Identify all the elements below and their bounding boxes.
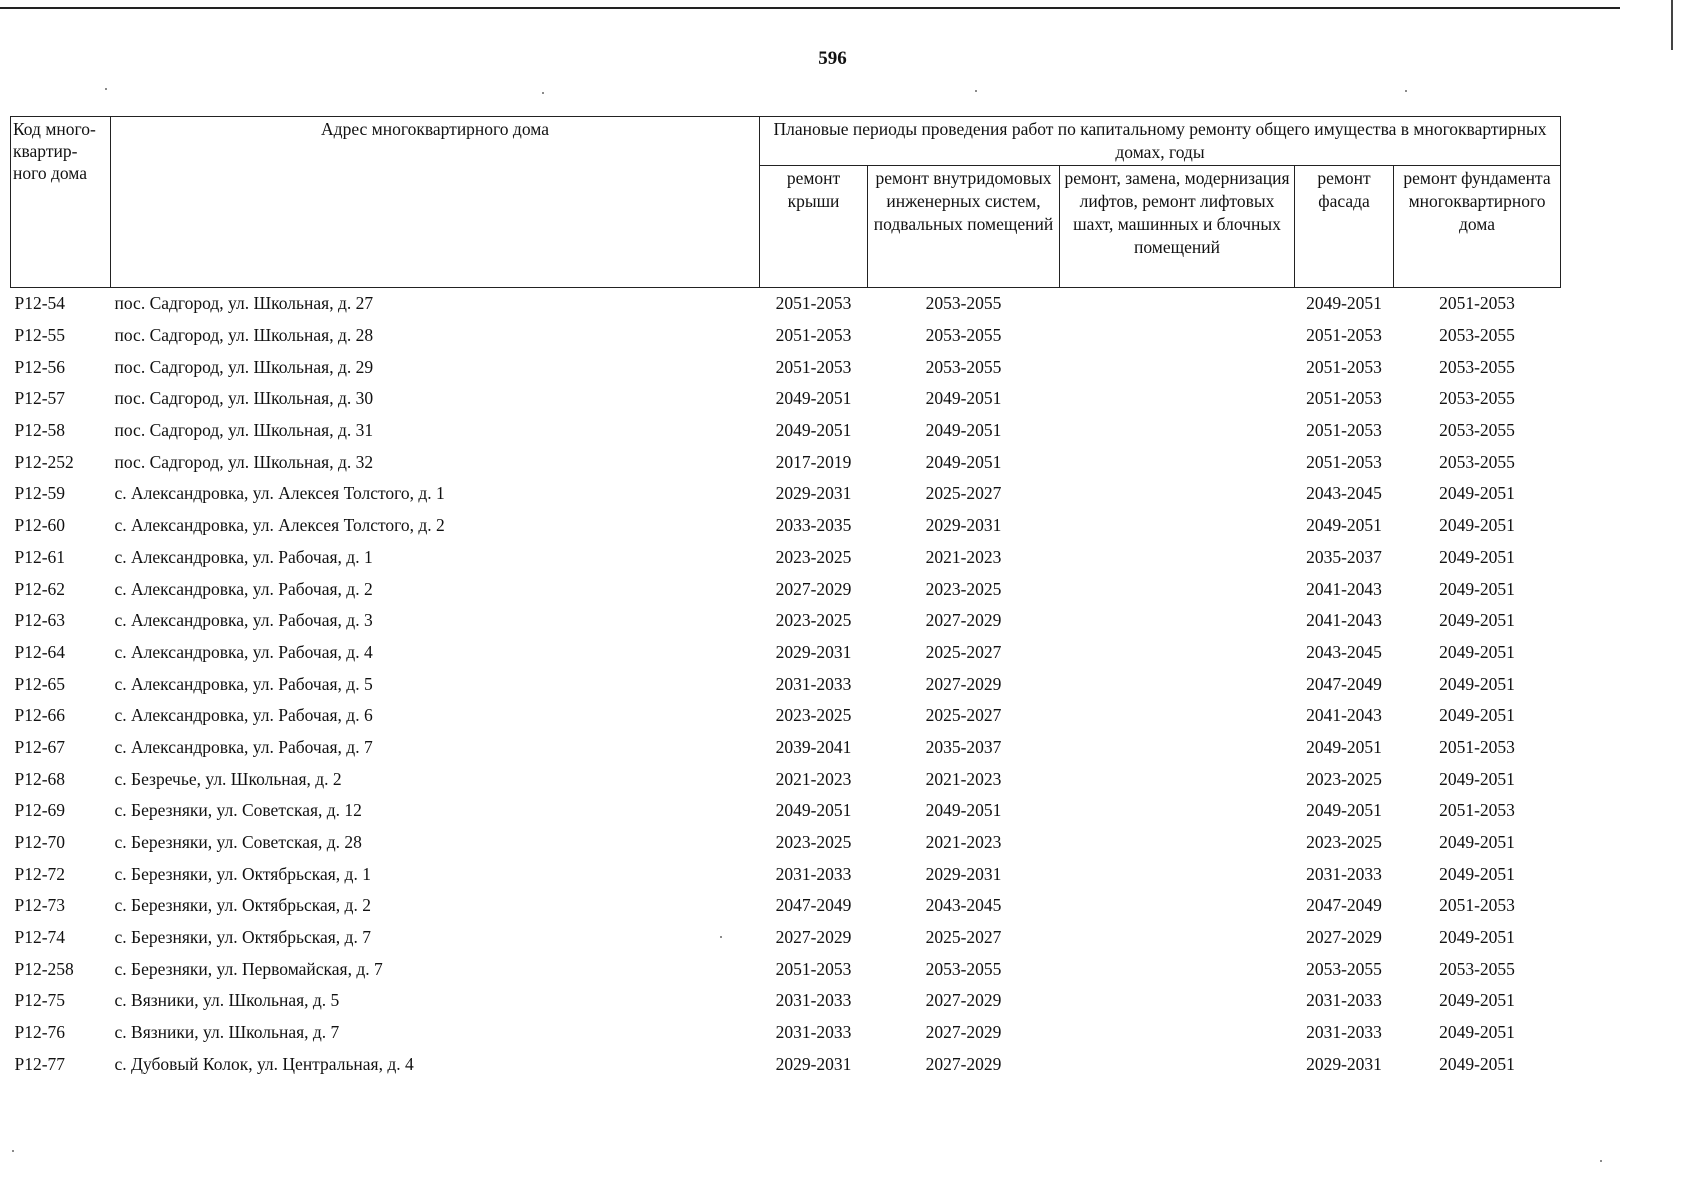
row-roof: 2017-2019 xyxy=(775,451,852,472)
row-code: Р12-67 xyxy=(14,736,66,757)
scan-speck xyxy=(542,92,544,94)
table-row xyxy=(11,890,1561,922)
row-code: Р12-63 xyxy=(14,610,66,631)
row-roof: 2027-2029 xyxy=(775,578,852,599)
table-row xyxy=(11,573,1561,605)
table-row xyxy=(11,732,1561,764)
header-roof: ремонт крыши xyxy=(760,166,868,288)
row-facade: 2041-2043 xyxy=(1306,705,1382,726)
header-foundation: ремонт фундамента многоквартирного дома xyxy=(1394,166,1561,288)
table-row xyxy=(11,953,1561,985)
row-lifts xyxy=(1060,700,1295,732)
table-row xyxy=(11,542,1561,574)
row-systems: 2049-2051 xyxy=(925,420,1002,441)
row-lifts xyxy=(1060,1049,1295,1081)
row-code: Р12-74 xyxy=(14,927,66,948)
row-lifts xyxy=(1060,351,1295,383)
row-facade: 2051-2053 xyxy=(1306,451,1382,472)
table-row xyxy=(11,1017,1561,1049)
table-row xyxy=(11,1049,1561,1081)
row-foundation: 2053-2055 xyxy=(1439,451,1515,472)
row-roof: 2051-2053 xyxy=(775,958,852,979)
row-lifts xyxy=(1060,637,1295,669)
row-systems: 2053-2055 xyxy=(925,356,1002,377)
right-scan-rule xyxy=(1671,0,1673,50)
row-address: с. Александровка, ул. Рабочая, д. 1 xyxy=(114,546,373,567)
row-address: пос. Садгород, ул. Школьная, д. 31 xyxy=(114,420,374,441)
row-foundation: 2049-2051 xyxy=(1439,641,1515,662)
scan-speck xyxy=(12,1150,14,1152)
row-lifts xyxy=(1060,415,1295,447)
table-row xyxy=(11,700,1561,732)
row-address: с. Березняки, ул. Советская, д. 12 xyxy=(114,800,362,821)
row-foundation: 2049-2051 xyxy=(1439,1022,1515,1043)
row-systems: 2027-2029 xyxy=(925,990,1002,1011)
row-roof: 2021-2023 xyxy=(775,768,852,789)
row-address: с. Березняки, ул. Октябрьская, д. 7 xyxy=(114,927,371,948)
row-code: Р12-66 xyxy=(14,705,66,726)
table-row xyxy=(11,478,1561,510)
row-facade: 2051-2053 xyxy=(1306,325,1382,346)
row-systems: 2029-2031 xyxy=(925,863,1002,884)
row-code: Р12-60 xyxy=(14,515,66,536)
row-systems: 2043-2045 xyxy=(925,895,1002,916)
row-lifts xyxy=(1060,1017,1295,1049)
row-roof: 2031-2033 xyxy=(775,1022,852,1043)
row-code: Р12-64 xyxy=(14,641,66,662)
row-foundation: 2049-2051 xyxy=(1439,705,1515,726)
row-code: Р12-69 xyxy=(14,800,66,821)
row-foundation: 2053-2055 xyxy=(1439,388,1515,409)
row-address: с. Березняки, ул. Советская, д. 28 xyxy=(114,832,362,853)
row-facade: 2049-2051 xyxy=(1306,515,1382,536)
row-foundation: 2049-2051 xyxy=(1439,927,1515,948)
row-code: Р12-61 xyxy=(14,546,66,567)
row-foundation: 2049-2051 xyxy=(1439,546,1515,567)
row-address: с. Вязники, ул. Школьная, д. 5 xyxy=(114,990,340,1011)
row-systems: 2053-2055 xyxy=(925,958,1002,979)
row-systems: 2035-2037 xyxy=(925,736,1002,757)
row-lifts xyxy=(1060,953,1295,985)
table-body xyxy=(11,288,1561,1081)
header-address: Адрес многоквартирного дома xyxy=(111,117,760,288)
row-code: Р12-73 xyxy=(14,895,66,916)
row-address: пос. Садгород, ул. Школьная, д. 27 xyxy=(114,293,374,314)
row-systems: 2025-2027 xyxy=(925,641,1002,662)
row-roof: 2039-2041 xyxy=(775,736,852,757)
table-row xyxy=(11,510,1561,542)
table-row xyxy=(11,668,1561,700)
row-roof: 2023-2025 xyxy=(775,705,852,726)
row-address: с. Березняки, ул. Октябрьская, д. 2 xyxy=(114,895,371,916)
row-systems: 2025-2027 xyxy=(925,705,1002,726)
scan-speck xyxy=(1600,1160,1602,1162)
row-address: с. Александровка, ул. Рабочая, д. 6 xyxy=(114,705,373,726)
row-code: Р12-70 xyxy=(14,832,66,853)
row-address: с. Александровка, ул. Рабочая, д. 3 xyxy=(114,610,373,631)
table-row xyxy=(11,320,1561,352)
row-facade: 2051-2053 xyxy=(1306,356,1382,377)
row-facade: 2023-2025 xyxy=(1306,768,1382,789)
table-row xyxy=(11,922,1561,954)
row-address: пос. Садгород, ул. Школьная, д. 29 xyxy=(114,356,374,377)
row-facade: 2041-2043 xyxy=(1306,610,1382,631)
row-systems: 2021-2023 xyxy=(925,768,1002,789)
row-lifts xyxy=(1060,288,1295,320)
row-systems: 2025-2027 xyxy=(925,927,1002,948)
row-systems: 2021-2023 xyxy=(925,832,1002,853)
header-facade: ремонт фасада xyxy=(1295,166,1394,288)
row-foundation: 2051-2053 xyxy=(1439,800,1515,821)
row-systems: 2027-2029 xyxy=(925,1022,1002,1043)
row-lifts xyxy=(1060,542,1295,574)
row-code: Р12-58 xyxy=(14,420,66,441)
row-roof: 2051-2053 xyxy=(775,325,852,346)
table-row xyxy=(11,415,1561,447)
row-facade: 2031-2033 xyxy=(1306,990,1382,1011)
header-code: Код много-квартир-ного дома xyxy=(11,117,111,288)
row-systems: 2049-2051 xyxy=(925,800,1002,821)
row-roof: 2051-2053 xyxy=(775,293,852,314)
row-foundation: 2049-2051 xyxy=(1439,1053,1515,1074)
row-code: Р12-62 xyxy=(14,578,66,599)
row-lifts xyxy=(1060,922,1295,954)
row-address: с. Александровка, ул. Алексея Толстого, д. 2 xyxy=(114,515,445,536)
top-scan-rule xyxy=(0,7,1620,9)
row-systems: 2021-2023 xyxy=(925,546,1002,567)
table-row xyxy=(11,351,1561,383)
scan-speck xyxy=(1405,90,1407,92)
row-facade: 2051-2053 xyxy=(1306,388,1382,409)
row-address: с. Дубовый Колок, ул. Центральная, д. 4 xyxy=(114,1053,414,1074)
row-foundation: 2049-2051 xyxy=(1439,863,1515,884)
row-code: Р12-54 xyxy=(14,293,66,314)
row-foundation: 2049-2051 xyxy=(1439,990,1515,1011)
row-foundation: 2051-2053 xyxy=(1439,736,1515,757)
row-lifts xyxy=(1060,827,1295,859)
row-foundation: 2053-2055 xyxy=(1439,420,1515,441)
row-roof: 2027-2029 xyxy=(775,927,852,948)
row-code: Р12-68 xyxy=(14,768,66,789)
table-row xyxy=(11,288,1561,320)
row-lifts xyxy=(1060,795,1295,827)
header-periods: Плановые периоды проведения работ по капитальному ремонту общего имущества в многоквартирных домах, годы xyxy=(760,117,1561,166)
row-facade: 2047-2049 xyxy=(1306,673,1382,694)
row-lifts xyxy=(1060,446,1295,478)
row-code: Р12-77 xyxy=(14,1053,66,1074)
header-systems: ремонт внутридомовых инженерных систем, подвальных помещений xyxy=(868,166,1060,288)
row-roof: 2049-2051 xyxy=(775,800,852,821)
row-facade: 2051-2053 xyxy=(1306,420,1382,441)
row-facade: 2047-2049 xyxy=(1306,895,1382,916)
table-row xyxy=(11,795,1561,827)
row-foundation: 2051-2053 xyxy=(1439,293,1515,314)
row-roof: 2051-2053 xyxy=(775,356,852,377)
row-code: Р12-56 xyxy=(14,356,66,377)
row-systems: 2053-2055 xyxy=(925,325,1002,346)
row-facade: 2029-2031 xyxy=(1306,1053,1382,1074)
row-systems: 2049-2051 xyxy=(925,388,1002,409)
row-roof: 2031-2033 xyxy=(775,673,852,694)
repair-schedule-table xyxy=(10,116,1561,1080)
row-lifts xyxy=(1060,668,1295,700)
row-code: Р12-258 xyxy=(14,958,74,979)
row-foundation: 2049-2051 xyxy=(1439,515,1515,536)
header-lifts: ремонт, замена, модернизация лифтов, ремонт лифтовых шахт, машинных и блочных помещений xyxy=(1060,166,1295,288)
row-systems: 2023-2025 xyxy=(925,578,1002,599)
scan-speck xyxy=(105,88,107,90)
row-lifts xyxy=(1060,890,1295,922)
row-lifts xyxy=(1060,605,1295,637)
row-foundation: 2053-2055 xyxy=(1439,958,1515,979)
row-roof: 2023-2025 xyxy=(775,610,852,631)
row-address: с. Александровка, ул. Алексея Толстого, д. 1 xyxy=(114,483,445,504)
row-systems: 2027-2029 xyxy=(925,610,1002,631)
row-lifts xyxy=(1060,478,1295,510)
row-address: с. Александровка, ул. Рабочая, д. 2 xyxy=(114,578,373,599)
row-facade: 2027-2029 xyxy=(1306,927,1382,948)
row-foundation: 2053-2055 xyxy=(1439,356,1515,377)
row-facade: 2031-2033 xyxy=(1306,863,1382,884)
row-lifts xyxy=(1060,383,1295,415)
row-foundation: 2049-2051 xyxy=(1439,673,1515,694)
row-code: Р12-76 xyxy=(14,1022,66,1043)
row-facade: 2043-2045 xyxy=(1306,483,1382,504)
scan-speck xyxy=(720,936,722,938)
row-facade: 2053-2055 xyxy=(1306,958,1382,979)
row-facade: 2049-2051 xyxy=(1306,293,1382,314)
row-facade: 2049-2051 xyxy=(1306,736,1382,757)
row-roof: 2029-2031 xyxy=(775,1053,852,1074)
page-number: 596 xyxy=(818,48,847,69)
table-row xyxy=(11,827,1561,859)
row-address: с. Александровка, ул. Рабочая, д. 5 xyxy=(114,673,373,694)
row-code: Р12-252 xyxy=(14,451,74,472)
row-lifts xyxy=(1060,763,1295,795)
row-facade: 2049-2051 xyxy=(1306,800,1382,821)
table-row xyxy=(11,637,1561,669)
row-lifts xyxy=(1060,320,1295,352)
row-systems: 2029-2031 xyxy=(925,515,1002,536)
row-address: с. Безречье, ул. Школьная, д. 2 xyxy=(114,768,342,789)
table-row xyxy=(11,605,1561,637)
row-code: Р12-72 xyxy=(14,863,66,884)
row-address: с. Березняки, ул. Первомайская, д. 7 xyxy=(114,958,383,979)
table-row xyxy=(11,446,1561,478)
row-roof: 2033-2035 xyxy=(775,515,852,536)
row-roof: 2049-2051 xyxy=(775,388,852,409)
row-foundation: 2049-2051 xyxy=(1439,768,1515,789)
row-code: Р12-65 xyxy=(14,673,66,694)
row-facade: 2031-2033 xyxy=(1306,1022,1382,1043)
row-roof: 2029-2031 xyxy=(775,641,852,662)
row-foundation: 2049-2051 xyxy=(1439,832,1515,853)
row-roof: 2029-2031 xyxy=(775,483,852,504)
row-code: Р12-75 xyxy=(14,990,66,1011)
row-roof: 2047-2049 xyxy=(775,895,852,916)
row-lifts xyxy=(1060,573,1295,605)
row-code: Р12-59 xyxy=(14,483,66,504)
row-roof: 2031-2033 xyxy=(775,990,852,1011)
row-facade: 2041-2043 xyxy=(1306,578,1382,599)
row-roof: 2031-2033 xyxy=(775,863,852,884)
row-systems: 2025-2027 xyxy=(925,483,1002,504)
row-code: Р12-57 xyxy=(14,388,66,409)
row-facade: 2023-2025 xyxy=(1306,832,1382,853)
row-address: с. Александровка, ул. Рабочая, д. 4 xyxy=(114,641,373,662)
table-row xyxy=(11,383,1561,415)
row-address: с. Березняки, ул. Октябрьская, д. 1 xyxy=(114,863,371,884)
row-facade: 2035-2037 xyxy=(1306,546,1382,567)
row-address: пос. Садгород, ул. Школьная, д. 28 xyxy=(114,325,374,346)
row-foundation: 2049-2051 xyxy=(1439,483,1515,504)
row-lifts xyxy=(1060,985,1295,1017)
row-lifts xyxy=(1060,732,1295,764)
row-address: пос. Садгород, ул. Школьная, д. 32 xyxy=(114,451,374,472)
row-address: с. Вязники, ул. Школьная, д. 7 xyxy=(114,1022,340,1043)
row-facade: 2043-2045 xyxy=(1306,641,1382,662)
row-systems: 2027-2029 xyxy=(925,673,1002,694)
row-systems: 2027-2029 xyxy=(925,1053,1002,1074)
row-foundation: 2049-2051 xyxy=(1439,610,1515,631)
header-row-top xyxy=(11,117,1561,166)
table-row xyxy=(11,985,1561,1017)
scan-speck xyxy=(975,90,977,92)
row-systems: 2053-2055 xyxy=(925,293,1002,314)
row-lifts xyxy=(1060,858,1295,890)
row-foundation: 2053-2055 xyxy=(1439,325,1515,346)
row-roof: 2023-2025 xyxy=(775,832,852,853)
row-foundation: 2049-2051 xyxy=(1439,578,1515,599)
table-row xyxy=(11,763,1561,795)
table-row xyxy=(11,858,1561,890)
row-address: с. Александровка, ул. Рабочая, д. 7 xyxy=(114,736,373,757)
row-code: Р12-55 xyxy=(14,325,66,346)
row-roof: 2049-2051 xyxy=(775,420,852,441)
row-foundation: 2051-2053 xyxy=(1439,895,1515,916)
row-roof: 2023-2025 xyxy=(775,546,852,567)
row-address: пос. Садгород, ул. Школьная, д. 30 xyxy=(114,388,374,409)
row-lifts xyxy=(1060,510,1295,542)
row-systems: 2049-2051 xyxy=(925,451,1002,472)
